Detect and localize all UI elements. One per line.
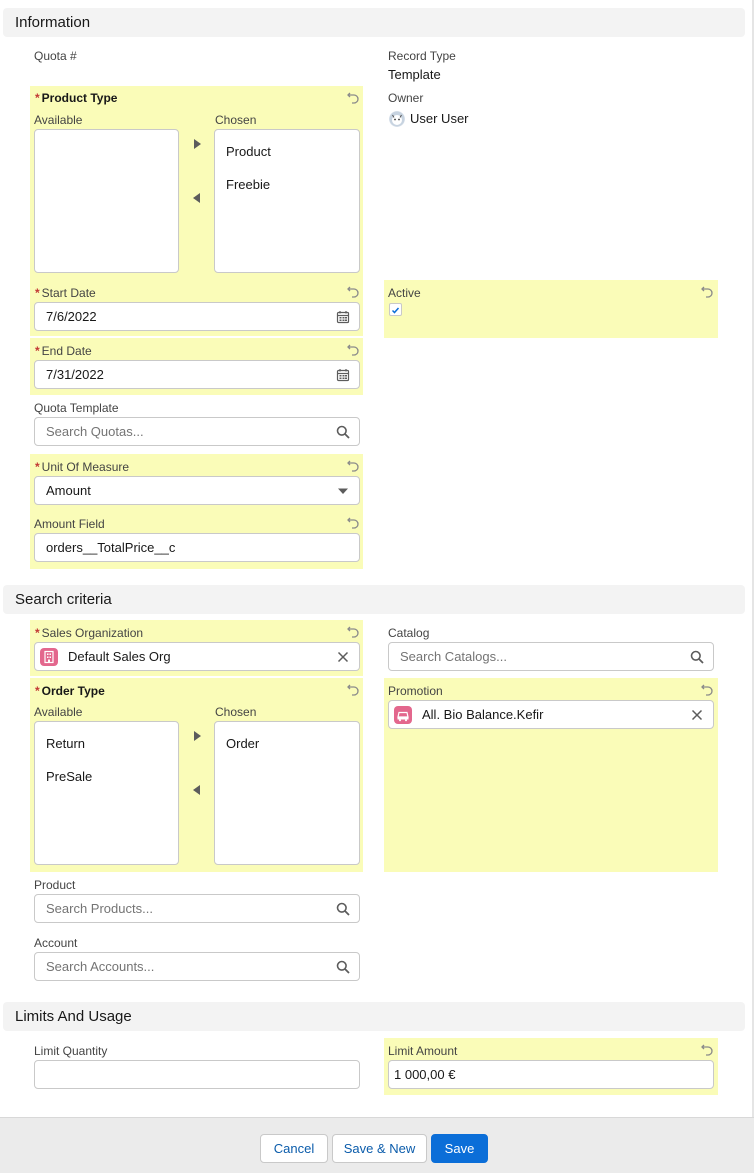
quota-template-placeholder: Search Quotas... (46, 424, 144, 439)
quota-template-lookup[interactable] (34, 417, 360, 446)
active-field (384, 280, 718, 338)
undo-icon[interactable] (346, 90, 360, 104)
product-type-chosen-list[interactable] (214, 129, 360, 273)
order-type-chosen-list[interactable] (214, 721, 360, 865)
search-icon (690, 650, 704, 664)
end-date-label (35, 344, 92, 358)
unit-of-measure-label (35, 460, 129, 474)
required-marker: * (35, 91, 40, 105)
list-option[interactable]: Order (226, 736, 260, 751)
promotion-lookup[interactable] (388, 700, 714, 729)
calendar-icon[interactable] (336, 310, 350, 324)
clear-icon[interactable] (336, 650, 350, 664)
account-lookup[interactable] (34, 952, 360, 981)
required-marker: * (35, 460, 40, 474)
sales-organization-value: Default Sales Org (68, 649, 171, 664)
save-button[interactable]: Save (431, 1134, 488, 1163)
undo-icon[interactable] (346, 458, 360, 472)
end-date-label-text: End Date (41, 344, 92, 358)
end-date-field (30, 338, 363, 395)
active-label: Active (388, 286, 421, 300)
promotion-icon (394, 706, 412, 724)
limit-amount-label: Limit Amount (388, 1044, 458, 1058)
start-date-label (35, 286, 96, 300)
order-type-chosen-label: Chosen (215, 705, 257, 719)
sales-organization-label-text: Sales Organization (41, 626, 144, 640)
end-date-value: 7/31/2022 (46, 367, 104, 382)
undo-icon[interactable] (346, 284, 360, 298)
product-lookup[interactable] (34, 894, 360, 923)
required-marker: * (35, 684, 40, 698)
record-type-value: Template (388, 67, 441, 82)
active-checkbox[interactable] (389, 303, 402, 316)
list-option[interactable]: Product (226, 144, 271, 159)
undo-icon[interactable] (346, 342, 360, 356)
product-type-available-label: Available (34, 113, 83, 127)
limit-quantity-label: Limit Quantity (34, 1044, 108, 1058)
section-information-header[interactable]: Information (3, 8, 745, 37)
account-placeholder: Search Accounts... (46, 959, 155, 974)
order-type-field (30, 678, 363, 872)
owner-name-link[interactable]: User User (410, 111, 469, 126)
limit-amount-field (384, 1038, 718, 1095)
checkmark-icon (390, 305, 401, 316)
required-marker: * (35, 344, 40, 358)
catalog-label: Catalog (388, 626, 430, 640)
move-right-icon[interactable] (192, 139, 202, 149)
amount-field-input[interactable] (34, 533, 360, 562)
catalog-lookup[interactable] (388, 642, 714, 671)
owner-avatar (389, 111, 405, 127)
start-date-value: 7/6/2022 (46, 309, 97, 324)
limit-amount-input[interactable] (388, 1060, 714, 1089)
catalog-placeholder: Search Catalogs... (400, 649, 507, 664)
product-type-field (30, 86, 363, 280)
limit-amount-value: 1 000,00 € (394, 1067, 456, 1082)
amount-field-label: Amount Field (34, 517, 105, 531)
calendar-icon[interactable] (336, 368, 350, 382)
unit-of-measure-label-text: Unit Of Measure (41, 460, 130, 474)
product-type-chosen-label: Chosen (215, 113, 257, 127)
sales-organization-field (30, 620, 363, 676)
start-date-field (30, 280, 363, 336)
unit-of-measure-field (30, 454, 363, 511)
clear-icon[interactable] (690, 708, 704, 722)
move-left-icon[interactable] (192, 193, 202, 203)
search-icon (336, 902, 350, 916)
product-type-available-list[interactable] (34, 129, 179, 273)
product-type-label (35, 91, 117, 105)
record-type-label: Record Type (388, 49, 456, 63)
start-date-label-text: Start Date (41, 286, 96, 300)
order-type-label (35, 684, 105, 698)
product-type-label-text: Product Type (41, 91, 118, 105)
cancel-button[interactable]: Cancel (260, 1134, 328, 1163)
product-label: Product (34, 878, 76, 892)
undo-icon[interactable] (700, 682, 714, 696)
search-icon (336, 960, 350, 974)
required-marker: * (35, 626, 40, 640)
order-type-label-text: Order Type (41, 684, 105, 698)
promotion-value: All. Bio Balance.Kefir (422, 707, 544, 722)
start-date-input[interactable] (34, 302, 360, 331)
product-placeholder: Search Products... (46, 901, 153, 916)
required-marker: * (35, 286, 40, 300)
undo-icon[interactable] (346, 682, 360, 696)
list-option[interactable]: PreSale (46, 769, 93, 784)
section-limits-usage-header[interactable]: Limits And Usage (3, 1002, 745, 1031)
limit-quantity-input[interactable] (34, 1060, 360, 1089)
quota-template-label: Quota Template (34, 401, 119, 415)
save-and-new-button[interactable]: Save & New (332, 1134, 427, 1163)
end-date-input[interactable] (34, 360, 360, 389)
promotion-label: Promotion (388, 684, 443, 698)
amount-field-field (30, 511, 363, 569)
quota-number-label: Quota # (34, 49, 77, 63)
undo-icon[interactable] (700, 1042, 714, 1056)
list-option[interactable]: Freebie (226, 177, 271, 192)
undo-icon[interactable] (700, 284, 714, 298)
undo-icon[interactable] (346, 515, 360, 529)
order-type-available-label: Available (34, 705, 83, 719)
account-label: Account (34, 936, 78, 950)
promotion-field (384, 678, 718, 872)
form-footer (0, 1117, 754, 1173)
move-left-icon[interactable] (192, 785, 202, 795)
building-icon (40, 648, 58, 666)
move-right-icon[interactable] (192, 731, 202, 741)
sales-organization-label (35, 626, 143, 640)
list-option[interactable]: Return (46, 736, 86, 751)
order-type-available-list[interactable] (34, 721, 179, 865)
amount-field-value: orders__TotalPrice__c (46, 540, 176, 555)
chevron-down-icon (336, 484, 350, 498)
undo-icon[interactable] (346, 624, 360, 638)
owner-label: Owner (388, 91, 424, 105)
unit-of-measure-select[interactable] (34, 476, 360, 505)
search-icon (336, 425, 350, 439)
sales-organization-lookup[interactable] (34, 642, 360, 671)
user-avatar-icon (389, 111, 405, 127)
unit-of-measure-value: Amount (46, 483, 91, 498)
section-search-criteria-header[interactable]: Search criteria (3, 585, 745, 614)
